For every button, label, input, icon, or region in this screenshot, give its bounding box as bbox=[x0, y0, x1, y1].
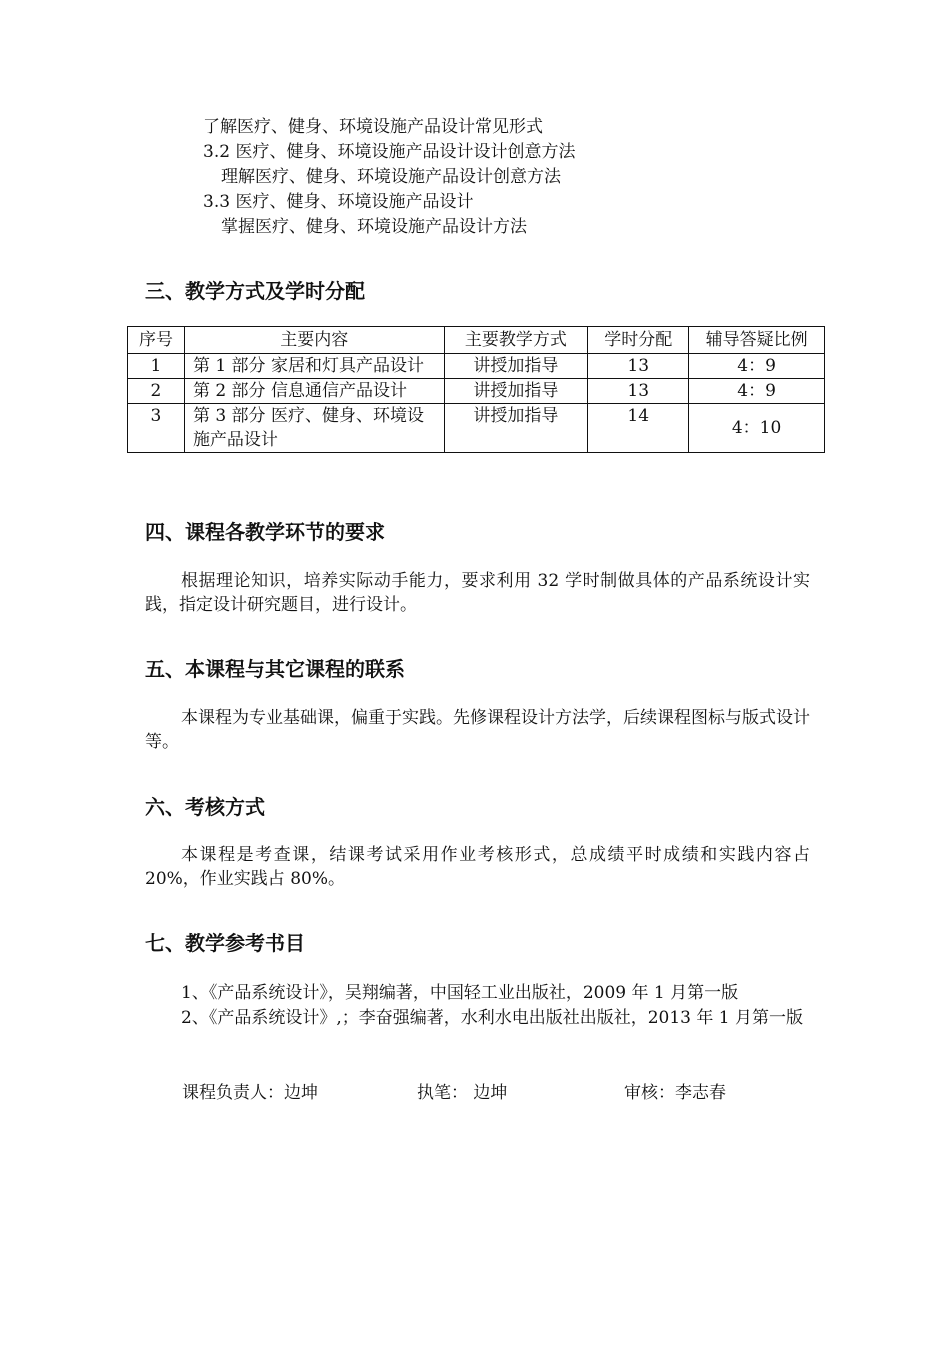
row-method: 讲授加指导 bbox=[444, 404, 588, 453]
row-number: 1 bbox=[128, 354, 185, 379]
section-heading-relation: 五、本课程与其它课程的联系 bbox=[145, 657, 405, 681]
teaching-hours-table bbox=[127, 326, 825, 453]
section-heading-references: 七、教学参考书目 bbox=[145, 931, 305, 955]
row-hours: 14 bbox=[588, 404, 689, 453]
row-ratio: 4：10 bbox=[689, 404, 825, 453]
table-header-cell: 序号 bbox=[128, 327, 185, 354]
outline-line: 3.3 医疗、健身、环境设施产品设计 bbox=[203, 192, 474, 212]
row-hours: 13 bbox=[588, 379, 689, 404]
section-heading-assessment: 六、考核方式 bbox=[145, 795, 265, 819]
row-number: 3 bbox=[128, 404, 185, 453]
outline-line: 掌握医疗、健身、环境设施产品设计方法 bbox=[221, 217, 527, 237]
row-content: 第 1 部分 家居和灯具产品设计 bbox=[184, 354, 444, 379]
reference-item: 2、《产品系统设计》,；李奋强编著，水利水电出版社出版社，2013 年 1 月第一版 bbox=[181, 1008, 804, 1028]
reviewer: 审核：李志春 bbox=[624, 1083, 726, 1103]
row-content: 第 3 部分 医疗、健身、环境设施产品设计 bbox=[184, 404, 444, 453]
table-header-cell: 辅导答疑比例 bbox=[689, 327, 825, 354]
table-header-row bbox=[128, 327, 825, 354]
table-header-cell: 主要教学方式 bbox=[444, 327, 588, 354]
table-header-cell: 学时分配 bbox=[588, 327, 689, 354]
table-header-cell: 主要内容 bbox=[184, 327, 444, 354]
row-ratio: 4：9 bbox=[689, 379, 825, 404]
table-row bbox=[128, 379, 825, 404]
table-row bbox=[128, 354, 825, 379]
requirements-paragraph: 根据理论知识，培养实际动手能力，要求利用 32 学时制做具体的产品系统设计实践，指定设计研究题目，进行设计。 bbox=[145, 571, 810, 615]
outline-line: 3.2 医疗、健身、环境设施产品设计设计创意方法 bbox=[203, 142, 576, 162]
section-heading-teaching: 三、教学方式及学时分配 bbox=[145, 279, 365, 303]
row-hours: 13 bbox=[588, 354, 689, 379]
outline-line: 理解医疗、健身、环境设施产品设计创意方法 bbox=[221, 167, 561, 187]
reference-item: 1、《产品系统设计》，吴翔编著，中国轻工业出版社，2009 年 1 月第一版 bbox=[181, 983, 739, 1003]
row-method: 讲授加指导 bbox=[444, 379, 588, 404]
course-owner: 课程负责人：边坤 bbox=[182, 1083, 318, 1103]
row-content: 第 2 部分 信息通信产品设计 bbox=[184, 379, 444, 404]
writer: 执笔： 边坤 bbox=[417, 1083, 508, 1103]
row-number: 2 bbox=[128, 379, 185, 404]
assessment-paragraph: 本课程是考查课，结课考试采用作业考核形式，总成绩平时成绩和实践内容占 20%，作业实践占 80%。 bbox=[145, 845, 810, 889]
table-row bbox=[128, 404, 825, 453]
section-heading-requirements: 四、课程各教学环节的要求 bbox=[145, 520, 385, 544]
outline-line: 了解医疗、健身、环境设施产品设计常见形式 bbox=[203, 117, 543, 137]
row-method: 讲授加指导 bbox=[444, 354, 588, 379]
row-ratio: 4：9 bbox=[689, 354, 825, 379]
relation-paragraph: 本课程为专业基础课，偏重于实践。先修课程设计方法学，后续课程图标与版式设计等。 bbox=[145, 708, 810, 752]
